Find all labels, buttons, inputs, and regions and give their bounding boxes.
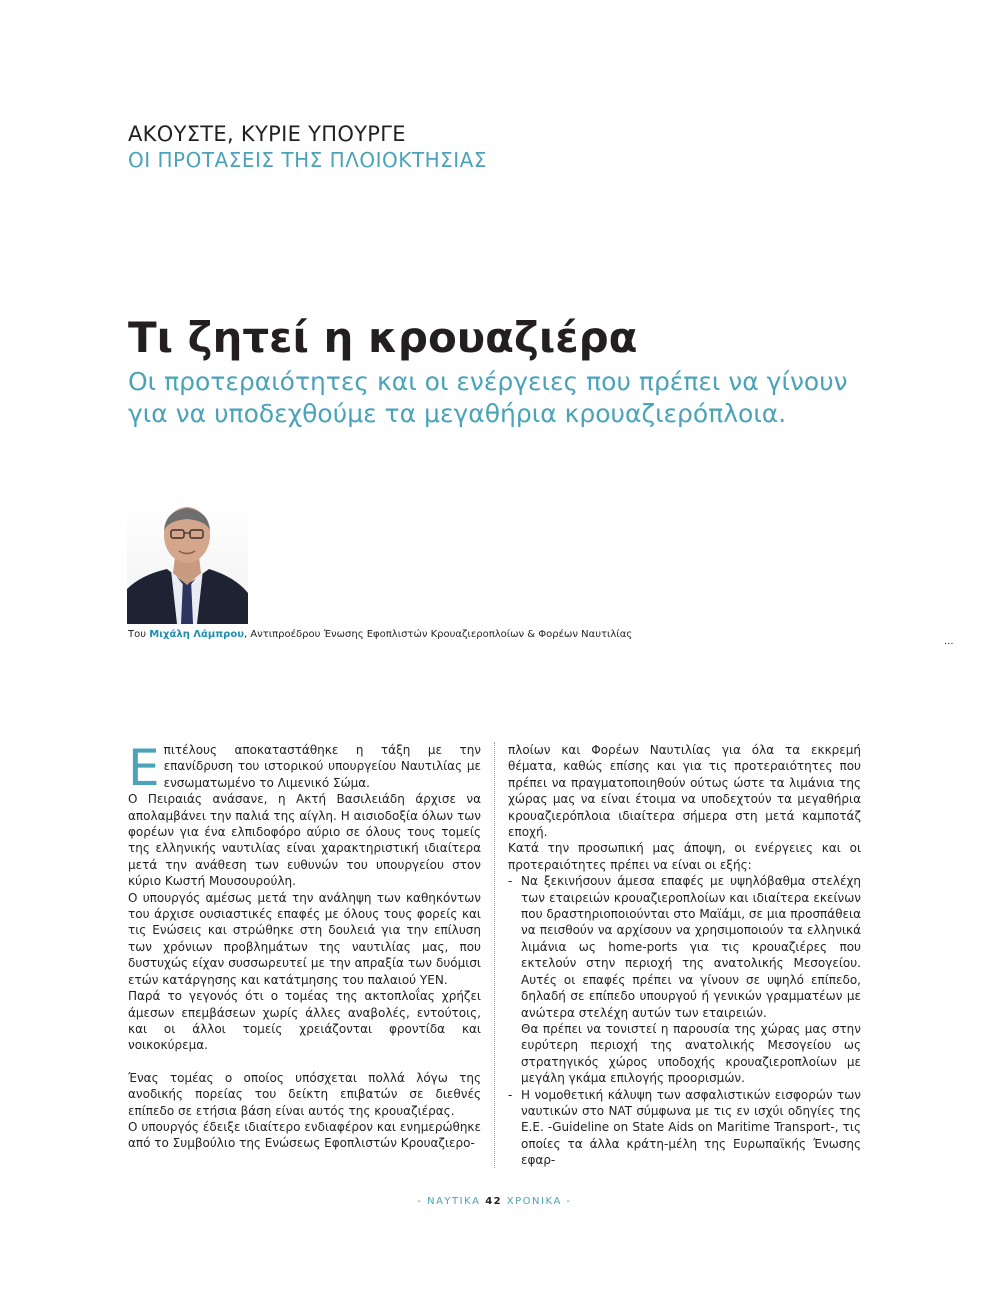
paragraph-gap [128, 1054, 481, 1070]
page-number: 42 [485, 1196, 503, 1207]
byline-prefix: Του [128, 629, 150, 640]
article-paragraph: πλοίων και Φορέων Ναυτιλίας για όλα τα εκκρεμή θέματα, καθώς επίσης και για τις προτεραιότητες που πρέπει να πραγματοποιηθούν ούτως ώστε τα λιμάνια της χώρας μας να είναι έτοιμα να υποδεχτούν τα μεγαθήρια κρουαζιερόπλοια ιδιαίτερα σήμερα στη μετά καμποτάζ εποχή. [508, 743, 861, 840]
article-paragraph: Ένας τομέας ο οποίος υπόσχεται πολλά λόγω της ανοδικής πορείας του δείκτη επιβατών σε διεθνές επίπεδο σε ετήσια βάση είναι αυτός της κρουαζιέρας. [128, 1070, 481, 1118]
article-column-left [128, 739, 481, 1152]
list-item [508, 873, 861, 1021]
article-paragraph: Ο υπουργός έδειξε ιδιαίτερο ενδιαφέρον και ενημερώθηκε από το Συμβούλιο της Ενώσεως Εφοπλιστών Κρουαζιερο- [128, 1119, 481, 1151]
section-kicker: ΑΚΟΥΣΤΕ, ΚΥΡΙΕ ΥΠΟΥΡΓΕ [128, 122, 406, 146]
list-item-text: Η νομοθετική κάλυψη των ασφαλιστικών εισφορών των ναυτικών στο NAT σύμφωνα με τις εν ισχύι οδηγίες της Ε.Ε. -Guideline on State Aids on Maritime Transport-, τις οποίες τα άλλα κράτη-μέλη της Ευρωπαϊκής Ένωσης εφαρ- [521, 1087, 861, 1168]
continuation-marker: ... [944, 636, 954, 647]
article-subtitle: Οι προτεραιότητες και οι ενέργειες που πρέπει να γίνουν για να υποδεχθούμε τα μεγαθήρια κρουαζιερόπλοια. [128, 367, 848, 428]
article-paragraph: Ο Πειραιάς ανάσανε, η Ακτή Βασιλειάδη άρχισε να απολαμβάνει την παλιά της αίγλη. Η αισιοδοξία όλων των φορέων για ένα ελπιδοφόρο αύριο σε όλους τους τομείς της ελληνικής ναυτιλίας είναι χαρακτηριστική ιδιαίτερα μετά την ανάθεση των ευθυνών του υπουργείου στον κύριο Κωστή Μουσουρούλη. [128, 792, 481, 889]
column-divider [494, 742, 495, 1168]
paragraph-text: πιτέλους αποκαταστάθηκε η τάξη με την επανίδρυση του ιστορικού υπουργείου Ναυτιλίας με ενσωματωμένο το Λιμενικό Σώμα. [163, 743, 481, 790]
page-footer [0, 1196, 989, 1207]
list-item [508, 1087, 861, 1169]
footer-magazine-right: ΧΡΟΝΙΚΑ - [502, 1196, 572, 1207]
article-paragraph: Κατά την προσωπική μας άποψη, οι ενέργειες και οι προτεραιότητες πρέπει να είναι οι εξής: [508, 841, 861, 872]
article-paragraph: Παρά το γεγονός ότι ο τομέας της ακτοπλοΐας χρήζει άμεσων επεμβάσεων χωρίς άλλες αναβολές, εντούτοις, και οι άλλοι τομείς χρειάζονται φροντίδα και νοικοκύρεμα. [128, 989, 481, 1053]
author-photo [127, 497, 248, 624]
list-bullet: - [508, 1087, 513, 1102]
list-bullet: - [508, 874, 513, 889]
article-column-right [508, 742, 861, 1169]
byline-role: , Αντιπροέδρου Ένωσης Εφοπλιστών Κρουαζιεροπλοίων & Φορέων Ναυτιλίας [243, 629, 633, 640]
footer-magazine-left: - ΝΑΥΤΙΚΑ [417, 1196, 486, 1207]
drop-cap: Ε [128, 739, 160, 797]
article-paragraph [128, 739, 481, 797]
list-item-text: Να ξεκινήσουν άμεσα επαφές με υψηλόβαθμα στελέχη των εταιρειών κρουαζιεροπλοίων και ιδιαίτερα εκείνων που δραστηριοποιούνται στο Μαϊάμι, σε μια προσπάθεια να πεισθούν να αρχίσουν να χρησιμοποιούν τα ελληνικά λιμάνια ως home-ports για τις κρουαζιέρες που εκτελούν στην περιοχή της ανατολικής Μεσογείου. Αυτές οι επαφές πρέπει να γίνουν σε υψηλό επίπεδο, δηλαδή σε επίπεδο υπουργού ή γενικών γραμματέων με ανώτερα στελέχη αυτών των εταιρειών. [521, 874, 861, 1020]
list-item-continuation: Θα πρέπει να τονιστεί η παρουσία της χώρας μας στην ευρύτερη περιοχή της ανατολικής Μεσογείου ως στρατηγικός χώρος υποδοχής κρουαζιεροπλοίων με μεγάλη γκάμα επιλογής προορισμών. [521, 1021, 861, 1086]
article-paragraph: Ο υπουργός αμέσως μετά την ανάληψη των καθηκόντων του άρχισε ουσιαστικές επαφές με όλους τους φορείς και τις Ενώσεις και στρώθηκε στη δουλειά για την επίλυση των χρόνιων προβλημάτων της ναυτιλίας μας, που δυστυχώς είχαν συσσωρευτεί με την απραξία των δυόμισι ετών κατάργησης και κατάτμησης του παλαιού ΥΕΝ. [128, 890, 481, 987]
section-kicker-subtitle: ΟΙ ΠΡΟΤΑΣΕΙΣ ΤΗΣ ΠΛΟΙΟΚΤΗΣΙΑΣ [128, 148, 487, 172]
author-portrait-image [127, 497, 248, 624]
article-byline [128, 629, 688, 640]
article-title: Τι ζητεί η κρουαζιέρα [128, 313, 638, 362]
byline-author: Μιχάλη Λάμπρου [149, 629, 244, 640]
